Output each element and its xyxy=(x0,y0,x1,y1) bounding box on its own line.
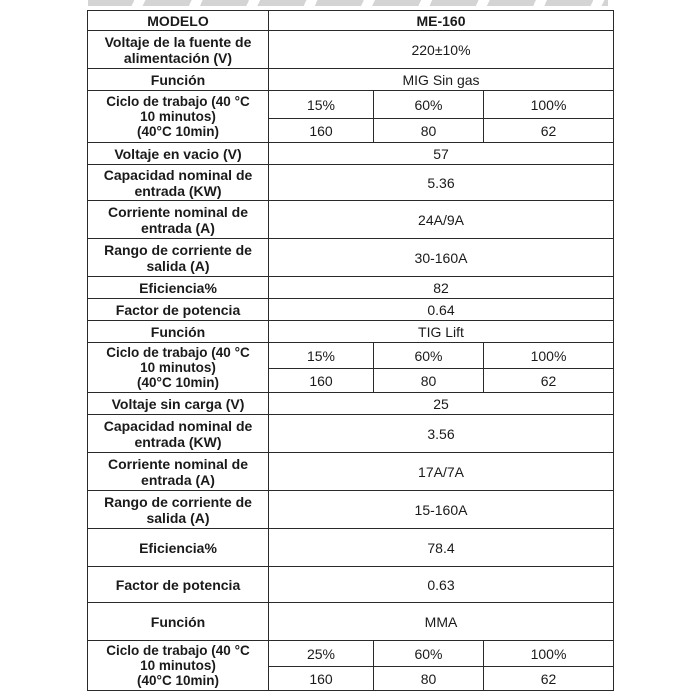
table-row xyxy=(88,529,614,567)
table-row xyxy=(88,11,614,31)
rated-input-current-label: Corriente nominal de entrada (A) xyxy=(88,201,269,239)
efficiency-value: 82 xyxy=(269,277,614,299)
duty-percent: 60% xyxy=(374,343,484,369)
model-name: ME-160 xyxy=(269,11,614,31)
duty-current: 62 xyxy=(484,667,614,691)
table-row xyxy=(88,393,614,415)
duty-percent: 100% xyxy=(484,343,614,369)
no-load-voltage-value: 25 xyxy=(269,393,614,415)
no-load-voltage-label: Voltaje sin carga (V) xyxy=(88,393,269,415)
power-factor-label: Factor de potencia xyxy=(88,567,269,603)
function-value: TIG Lift xyxy=(269,321,614,343)
duty-cycle-label-line3: (40°C 10min) xyxy=(137,673,219,688)
duty-current: 80 xyxy=(374,119,484,143)
duty-cycle-label xyxy=(88,641,269,691)
duty-percent: 60% xyxy=(374,641,484,667)
duty-current: 80 xyxy=(374,369,484,393)
table-row xyxy=(88,299,614,321)
table-row xyxy=(88,415,614,453)
header-decoration xyxy=(88,0,608,6)
rated-input-capacity-value: 5.36 xyxy=(269,165,614,201)
no-load-voltage-label: Voltaje en vacio (V) xyxy=(88,143,269,165)
duty-current: 160 xyxy=(269,119,374,143)
table-row xyxy=(88,321,614,343)
output-current-range-label: Rango de corriente de salida (A) xyxy=(88,491,269,529)
power-factor-label: Factor de potencia xyxy=(88,299,269,321)
voltage-source-label: Voltaje de la fuente de alimentación (V) xyxy=(88,31,269,69)
function-label: Función xyxy=(88,321,269,343)
function-label: Función xyxy=(88,603,269,641)
table-row xyxy=(88,491,614,529)
output-current-range-label: Rango de corriente de salida (A) xyxy=(88,239,269,277)
table-row xyxy=(88,567,614,603)
power-factor-value: 0.63 xyxy=(269,567,614,603)
rated-input-capacity-label: Capacidad nominal de entrada (KW) xyxy=(88,165,269,201)
duty-percent: 15% xyxy=(269,91,374,119)
duty-cycle-label-line2: 10 minutos) xyxy=(140,360,216,375)
duty-cycle-label-line2: 10 minutos) xyxy=(140,109,216,124)
function-label: Función xyxy=(88,69,269,91)
duty-current: 160 xyxy=(269,667,374,691)
output-current-range-value: 30-160A xyxy=(269,239,614,277)
duty-cycle-label xyxy=(88,343,269,393)
efficiency-value: 78.4 xyxy=(269,529,614,567)
spec-table xyxy=(87,10,614,691)
duty-cycle-label-line1: Ciclo de trabajo (40 °C xyxy=(106,345,250,360)
no-load-voltage-value: 57 xyxy=(269,143,614,165)
duty-percent: 100% xyxy=(484,641,614,667)
table-row xyxy=(88,453,614,491)
table-row xyxy=(88,277,614,299)
table-row xyxy=(88,641,614,667)
function-value: MIG Sin gas xyxy=(269,69,614,91)
table-row xyxy=(88,69,614,91)
rated-input-capacity-label: Capacidad nominal de entrada (KW) xyxy=(88,415,269,453)
rated-input-current-value: 24A/9A xyxy=(269,201,614,239)
rated-input-current-value: 17A/7A xyxy=(269,453,614,491)
duty-percent: 25% xyxy=(269,641,374,667)
efficiency-label: Eficiencia% xyxy=(88,529,269,567)
table-row xyxy=(88,31,614,69)
rated-input-current-label: Corriente nominal de entrada (A) xyxy=(88,453,269,491)
header-label: MODELO xyxy=(88,11,269,31)
efficiency-label: Eficiencia% xyxy=(88,277,269,299)
table-row xyxy=(88,239,614,277)
output-current-range-value: 15-160A xyxy=(269,491,614,529)
table-row xyxy=(88,201,614,239)
duty-percent: 15% xyxy=(269,343,374,369)
duty-current: 160 xyxy=(269,369,374,393)
duty-percent: 60% xyxy=(374,91,484,119)
duty-current: 80 xyxy=(374,667,484,691)
table-row xyxy=(88,143,614,165)
table-row xyxy=(88,165,614,201)
duty-cycle-label-line3: (40°C 10min) xyxy=(137,375,219,390)
table-row xyxy=(88,603,614,641)
duty-cycle-label-line3: (40°C 10min) xyxy=(137,124,219,139)
duty-current: 62 xyxy=(484,119,614,143)
duty-cycle-label-line2: 10 minutos) xyxy=(140,658,216,673)
duty-percent: 100% xyxy=(484,91,614,119)
duty-cycle-label-line1: Ciclo de trabajo (40 °C xyxy=(106,94,250,109)
function-value: MMA xyxy=(269,603,614,641)
power-factor-value: 0.64 xyxy=(269,299,614,321)
duty-cycle-label xyxy=(88,91,269,143)
voltage-source-value: 220±10% xyxy=(269,31,614,69)
rated-input-capacity-value: 3.56 xyxy=(269,415,614,453)
table-row xyxy=(88,91,614,119)
duty-cycle-label-line1: Ciclo de trabajo (40 °C xyxy=(106,643,250,658)
duty-current: 62 xyxy=(484,369,614,393)
table-row xyxy=(88,343,614,369)
